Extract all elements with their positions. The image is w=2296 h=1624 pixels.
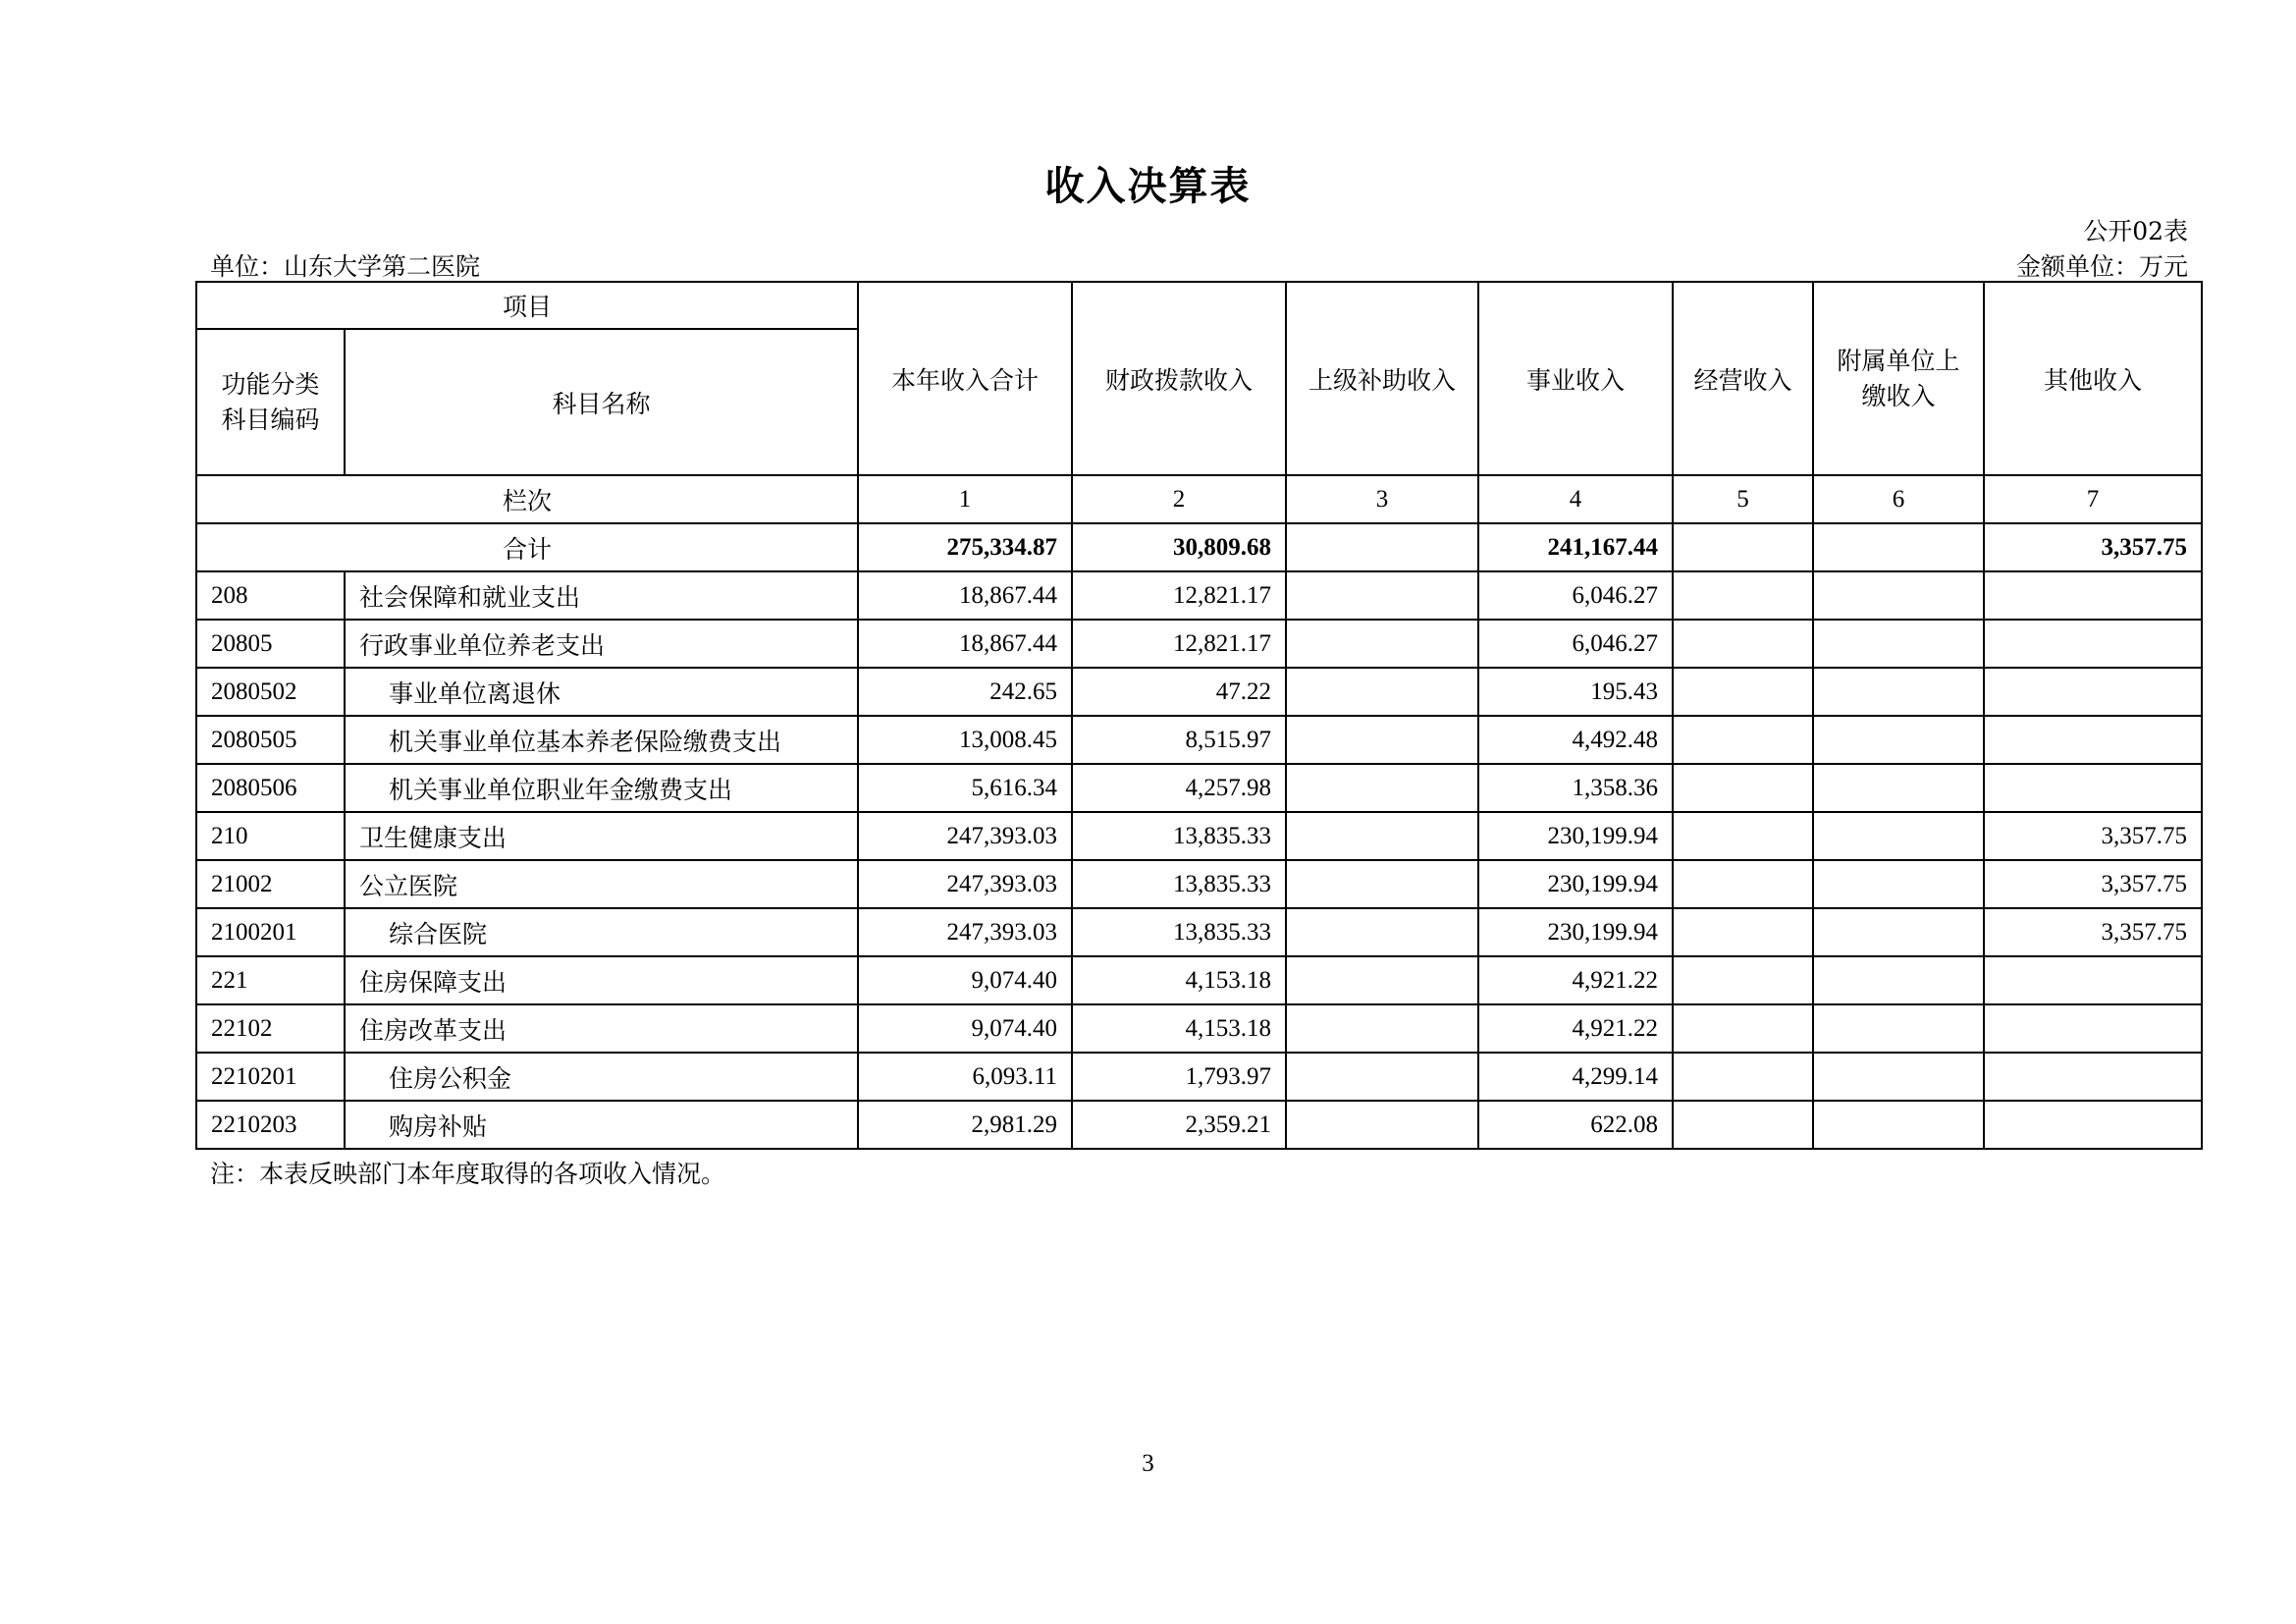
header-col-5: 经营收入 [1673, 282, 1813, 475]
row-value [1673, 1004, 1813, 1053]
row-name: 卫生健康支出 [345, 812, 858, 860]
row-value [1673, 860, 1813, 908]
row-value: 12,821.17 [1072, 571, 1286, 620]
row-value [1286, 1101, 1478, 1149]
header-col-2: 财政拨款收入 [1072, 282, 1286, 475]
row-value [1673, 764, 1813, 812]
income-table [195, 281, 2203, 1150]
row-value: 13,835.33 [1072, 812, 1286, 860]
row-value: 6,093.11 [858, 1053, 1072, 1101]
row-value: 2,981.29 [858, 1101, 1072, 1149]
unit-label: 单位：山东大学第二医院 [210, 252, 481, 281]
total-value: 30,809.68 [1072, 523, 1286, 571]
row-value [1813, 668, 1984, 716]
row-name: 住房保障支出 [345, 956, 858, 1004]
header-col-3: 上级补助收入 [1286, 282, 1478, 475]
row-value: 9,074.40 [858, 1004, 1072, 1053]
row-value [1673, 716, 1813, 764]
row-value: 3,357.75 [1984, 908, 2202, 956]
row-value: 6,046.27 [1478, 620, 1673, 668]
row-value: 1,358.36 [1478, 764, 1673, 812]
row-name: 行政事业单位养老支出 [345, 620, 858, 668]
table-row [196, 1053, 2202, 1101]
row-value: 230,199.94 [1478, 860, 1673, 908]
col-number: 7 [1984, 475, 2202, 523]
row-value: 4,153.18 [1072, 1004, 1286, 1053]
row-value [1673, 908, 1813, 956]
row-code: 2210203 [196, 1101, 345, 1149]
row-value [1673, 571, 1813, 620]
row-value [1984, 1053, 2202, 1101]
amount-unit: 金额单位：万元 [2015, 252, 2188, 281]
form-number: 公开02表 [2083, 217, 2188, 245]
row-value: 242.65 [858, 668, 1072, 716]
row-value [1673, 620, 1813, 668]
row-value: 4,492.48 [1478, 716, 1673, 764]
row-value [1813, 620, 1984, 668]
row-value [1286, 1053, 1478, 1101]
total-value [1813, 523, 1984, 571]
col-number: 5 [1673, 475, 1813, 523]
row-code: 208 [196, 571, 345, 620]
row-value: 18,867.44 [858, 571, 1072, 620]
table-row [196, 620, 2202, 668]
row-value: 18,867.44 [858, 620, 1072, 668]
row-name: 事业单位离退休 [345, 668, 858, 716]
row-value: 622.08 [1478, 1101, 1673, 1149]
row-value [1984, 764, 2202, 812]
total-value: 3,357.75 [1984, 523, 2202, 571]
row-name: 综合医院 [345, 908, 858, 956]
row-value: 8,515.97 [1072, 716, 1286, 764]
row-value: 1,793.97 [1072, 1053, 1286, 1101]
table-row [196, 716, 2202, 764]
row-value: 247,393.03 [858, 860, 1072, 908]
col-number: 2 [1072, 475, 1286, 523]
row-value: 4,921.22 [1478, 1004, 1673, 1053]
row-name: 购房补贴 [345, 1101, 858, 1149]
row-value [1286, 571, 1478, 620]
row-name: 住房改革支出 [345, 1004, 858, 1053]
row-value [1673, 1101, 1813, 1149]
row-code: 21002 [196, 860, 345, 908]
total-value [1286, 523, 1478, 571]
row-value: 12,821.17 [1072, 620, 1286, 668]
row-code: 20805 [196, 620, 345, 668]
row-value: 13,835.33 [1072, 860, 1286, 908]
row-value: 4,257.98 [1072, 764, 1286, 812]
header-col-7: 其他收入 [1984, 282, 2202, 475]
row-value [1673, 956, 1813, 1004]
page-title: 收入决算表 [1044, 164, 1252, 209]
table-row [196, 1004, 2202, 1053]
row-value: 3,357.75 [1984, 860, 2202, 908]
table-row [196, 812, 2202, 860]
row-value [1813, 571, 1984, 620]
table-row [196, 908, 2202, 956]
row-name: 机关事业单位基本养老保险缴费支出 [345, 716, 858, 764]
row-code: 221 [196, 956, 345, 1004]
page-number: 3 [1142, 1450, 1154, 1477]
table-row [196, 1101, 2202, 1149]
table-row [196, 571, 2202, 620]
row-value [1984, 716, 2202, 764]
row-value [1984, 956, 2202, 1004]
row-code: 2080502 [196, 668, 345, 716]
header-project: 项目 [196, 282, 858, 329]
row-value: 6,046.27 [1478, 571, 1673, 620]
header-lanci: 栏次 [196, 475, 858, 523]
table-row [196, 860, 2202, 908]
row-value [1286, 860, 1478, 908]
row-value [1813, 812, 1984, 860]
row-value: 230,199.94 [1478, 908, 1673, 956]
row-value [1813, 956, 1984, 1004]
row-value [1286, 716, 1478, 764]
header-col-6: 附属单位上缴收入 [1813, 282, 1984, 475]
row-code: 2210201 [196, 1053, 345, 1101]
row-code: 2080506 [196, 764, 345, 812]
row-value [1673, 812, 1813, 860]
row-name: 公立医院 [345, 860, 858, 908]
row-value [1286, 620, 1478, 668]
row-value [1813, 1053, 1984, 1101]
row-value [1984, 1004, 2202, 1053]
row-value [1286, 764, 1478, 812]
row-value: 230,199.94 [1478, 812, 1673, 860]
row-value: 13,008.45 [858, 716, 1072, 764]
row-value: 195.43 [1478, 668, 1673, 716]
row-value [1813, 1101, 1984, 1149]
row-value [1286, 1004, 1478, 1053]
row-value: 4,299.14 [1478, 1053, 1673, 1101]
row-value [1984, 1101, 2202, 1149]
row-value: 47.22 [1072, 668, 1286, 716]
row-value [1984, 668, 2202, 716]
col-number: 6 [1813, 475, 1984, 523]
row-value [1286, 956, 1478, 1004]
row-value [1286, 668, 1478, 716]
row-value [1984, 620, 2202, 668]
row-name: 住房公积金 [345, 1053, 858, 1101]
row-value: 13,835.33 [1072, 908, 1286, 956]
row-value: 247,393.03 [858, 812, 1072, 860]
header-code: 功能分类科目编码 [196, 329, 345, 475]
row-value [1813, 716, 1984, 764]
footnote: 注：本表反映部门本年度取得的各项收入情况。 [210, 1160, 726, 1188]
table-row [196, 668, 2202, 716]
total-value: 241,167.44 [1478, 523, 1673, 571]
row-code: 22102 [196, 1004, 345, 1053]
row-value: 9,074.40 [858, 956, 1072, 1004]
total-value: 275,334.87 [858, 523, 1072, 571]
col-number: 4 [1478, 475, 1673, 523]
table-row [196, 956, 2202, 1004]
row-value [1813, 764, 1984, 812]
row-value [1984, 571, 2202, 620]
row-name: 社会保障和就业支出 [345, 571, 858, 620]
row-value: 5,616.34 [858, 764, 1072, 812]
row-code: 210 [196, 812, 345, 860]
row-value: 2,359.21 [1072, 1101, 1286, 1149]
header-col-1: 本年收入合计 [858, 282, 1072, 475]
row-value: 4,921.22 [1478, 956, 1673, 1004]
header-name: 科目名称 [345, 329, 858, 475]
row-value [1813, 908, 1984, 956]
total-label: 合计 [196, 523, 858, 571]
row-name: 机关事业单位职业年金缴费支出 [345, 764, 858, 812]
row-value [1286, 908, 1478, 956]
table-row [196, 764, 2202, 812]
row-value [1286, 812, 1478, 860]
row-code: 2080505 [196, 716, 345, 764]
col-number: 1 [858, 475, 1072, 523]
row-code: 2100201 [196, 908, 345, 956]
total-row [196, 523, 2202, 571]
row-value [1813, 1004, 1984, 1053]
col-number: 3 [1286, 475, 1478, 523]
row-value [1673, 1053, 1813, 1101]
row-value [1813, 860, 1984, 908]
row-value: 4,153.18 [1072, 956, 1286, 1004]
header-col-4: 事业收入 [1478, 282, 1673, 475]
total-value [1673, 523, 1813, 571]
row-value: 247,393.03 [858, 908, 1072, 956]
row-value [1673, 668, 1813, 716]
row-value: 3,357.75 [1984, 812, 2202, 860]
